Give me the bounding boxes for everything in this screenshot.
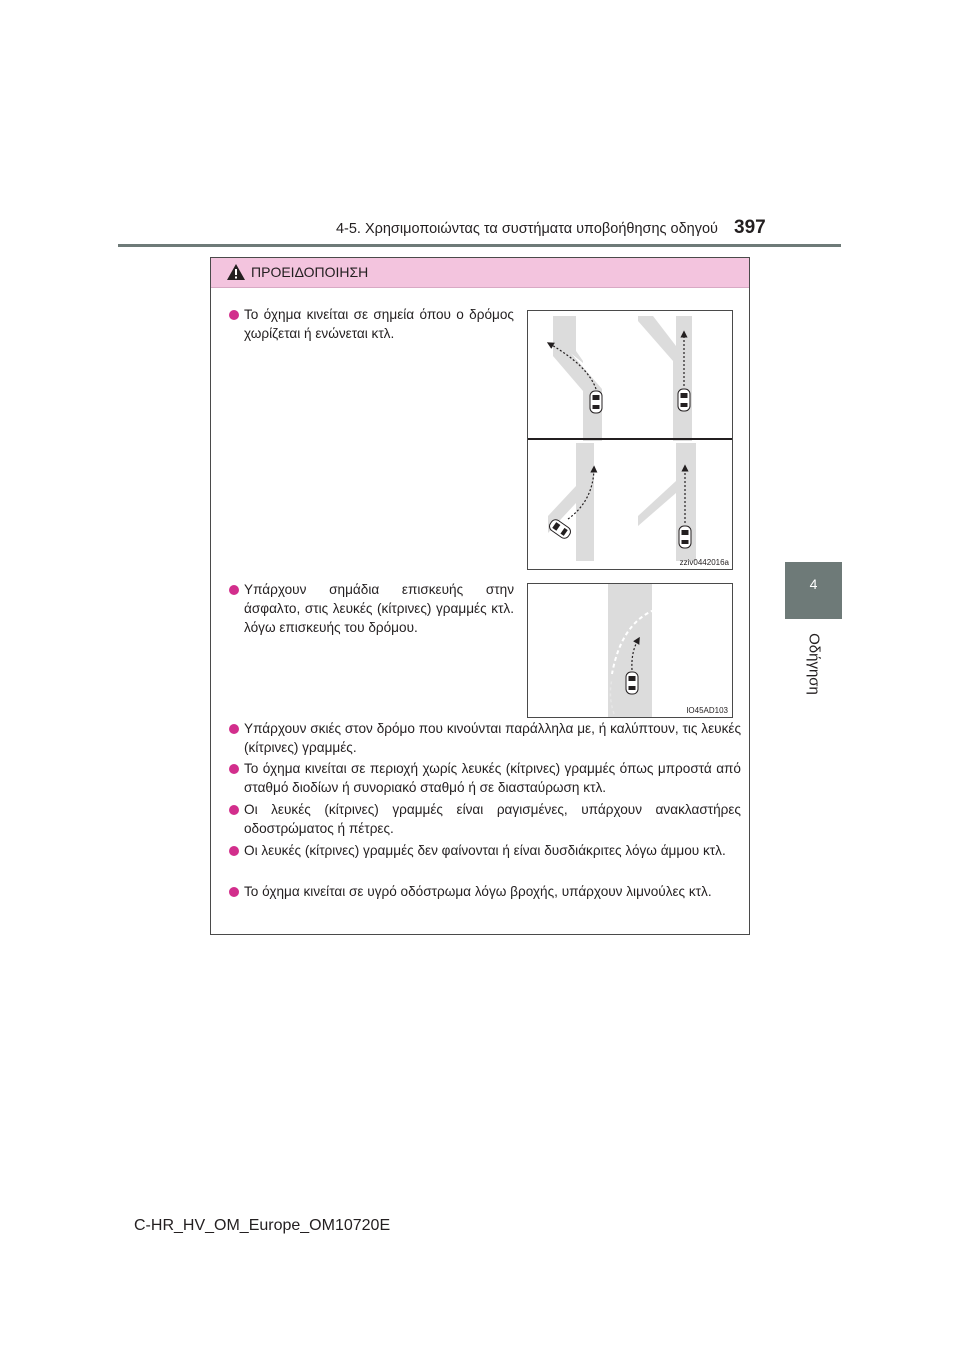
figure-road-split (527, 310, 733, 570)
warning-item-4: Το όχημα κινείται σε περιοχή χωρίς λευκές (κίτρινες) γραμμές όπως μπροστά από σταθμό διοδίων ή συνοριακό σταθμό ή σε διασταύρωση κτλ. (244, 761, 741, 795)
bullet-icon (229, 724, 239, 734)
figure-road-repair (527, 583, 733, 718)
warning-header (211, 258, 749, 288)
warning-item-5: Οι λευκές (κίτρινες) γραμμές είναι ραγισμένες, υπάρχουν ανακλαστήρες οδοστρώματος ή πέτρες. (244, 802, 741, 836)
chapter-label: Οδήγηση (805, 633, 823, 695)
warning-item-1: Το όχημα κινείται σε σημεία όπου ο δρόμος χωρίζεται ή ενώνεται κτλ. (244, 307, 514, 341)
warning-box (210, 257, 750, 935)
warning-item-3: Υπάρχουν σκιές στον δρόμο που κινούνται παράλληλα με, ή καλύπτουν, τις λευκές (κίτρινες) γραμμές. (244, 721, 741, 755)
road-split-illustration (528, 311, 732, 569)
chapter-label-box (792, 624, 836, 704)
road-repair-illustration (528, 584, 732, 717)
warning-item-6: Οι λευκές (κίτρινες) γραμμές δεν φαίνονται ή είναι δυσδιάκριτες λόγω άμμου κτλ. (244, 843, 726, 858)
chapter-number: 4 (809, 576, 818, 592)
bullet-icon (229, 887, 239, 897)
warning-title: ΠΡΟΕΙΔΟΠΟΙΗΣΗ (251, 264, 369, 280)
header-rule (118, 244, 841, 247)
bullet-icon (229, 805, 239, 815)
figure-id: zziv0442016a (679, 558, 729, 567)
car-icon (678, 389, 690, 411)
car-icon (626, 672, 638, 694)
bullet-icon (229, 846, 239, 856)
document-code: C-HR_HV_OM_Europe_OM10720E (134, 1217, 391, 1234)
warning-item-2: Υπάρχουν σημάδια επισκευής στην άσφαλτο, στις λευκές (κίτρινες) γραμμές κτλ. λόγω επισκευής του δρόμου. (244, 582, 514, 635)
bullet-icon (229, 585, 239, 595)
car-icon (679, 526, 691, 548)
warning-item-7: Το όχημα κινείται σε υγρό οδόστρωμα λόγω βροχής, υπάρχουν λιμνούλες κτλ. (244, 884, 712, 899)
bullet-icon (229, 310, 239, 320)
chapter-tab (785, 562, 842, 619)
bullet-icon (229, 764, 239, 774)
figure-id: IO45AD103 (686, 706, 728, 715)
warning-triangle-icon (226, 263, 246, 281)
page-number: 397 (734, 217, 766, 238)
section-title: 4-5. Χρησιμοποιώντας τα συστήματα υποβοήθησης οδηγού (335, 221, 718, 237)
car-icon (590, 391, 602, 413)
